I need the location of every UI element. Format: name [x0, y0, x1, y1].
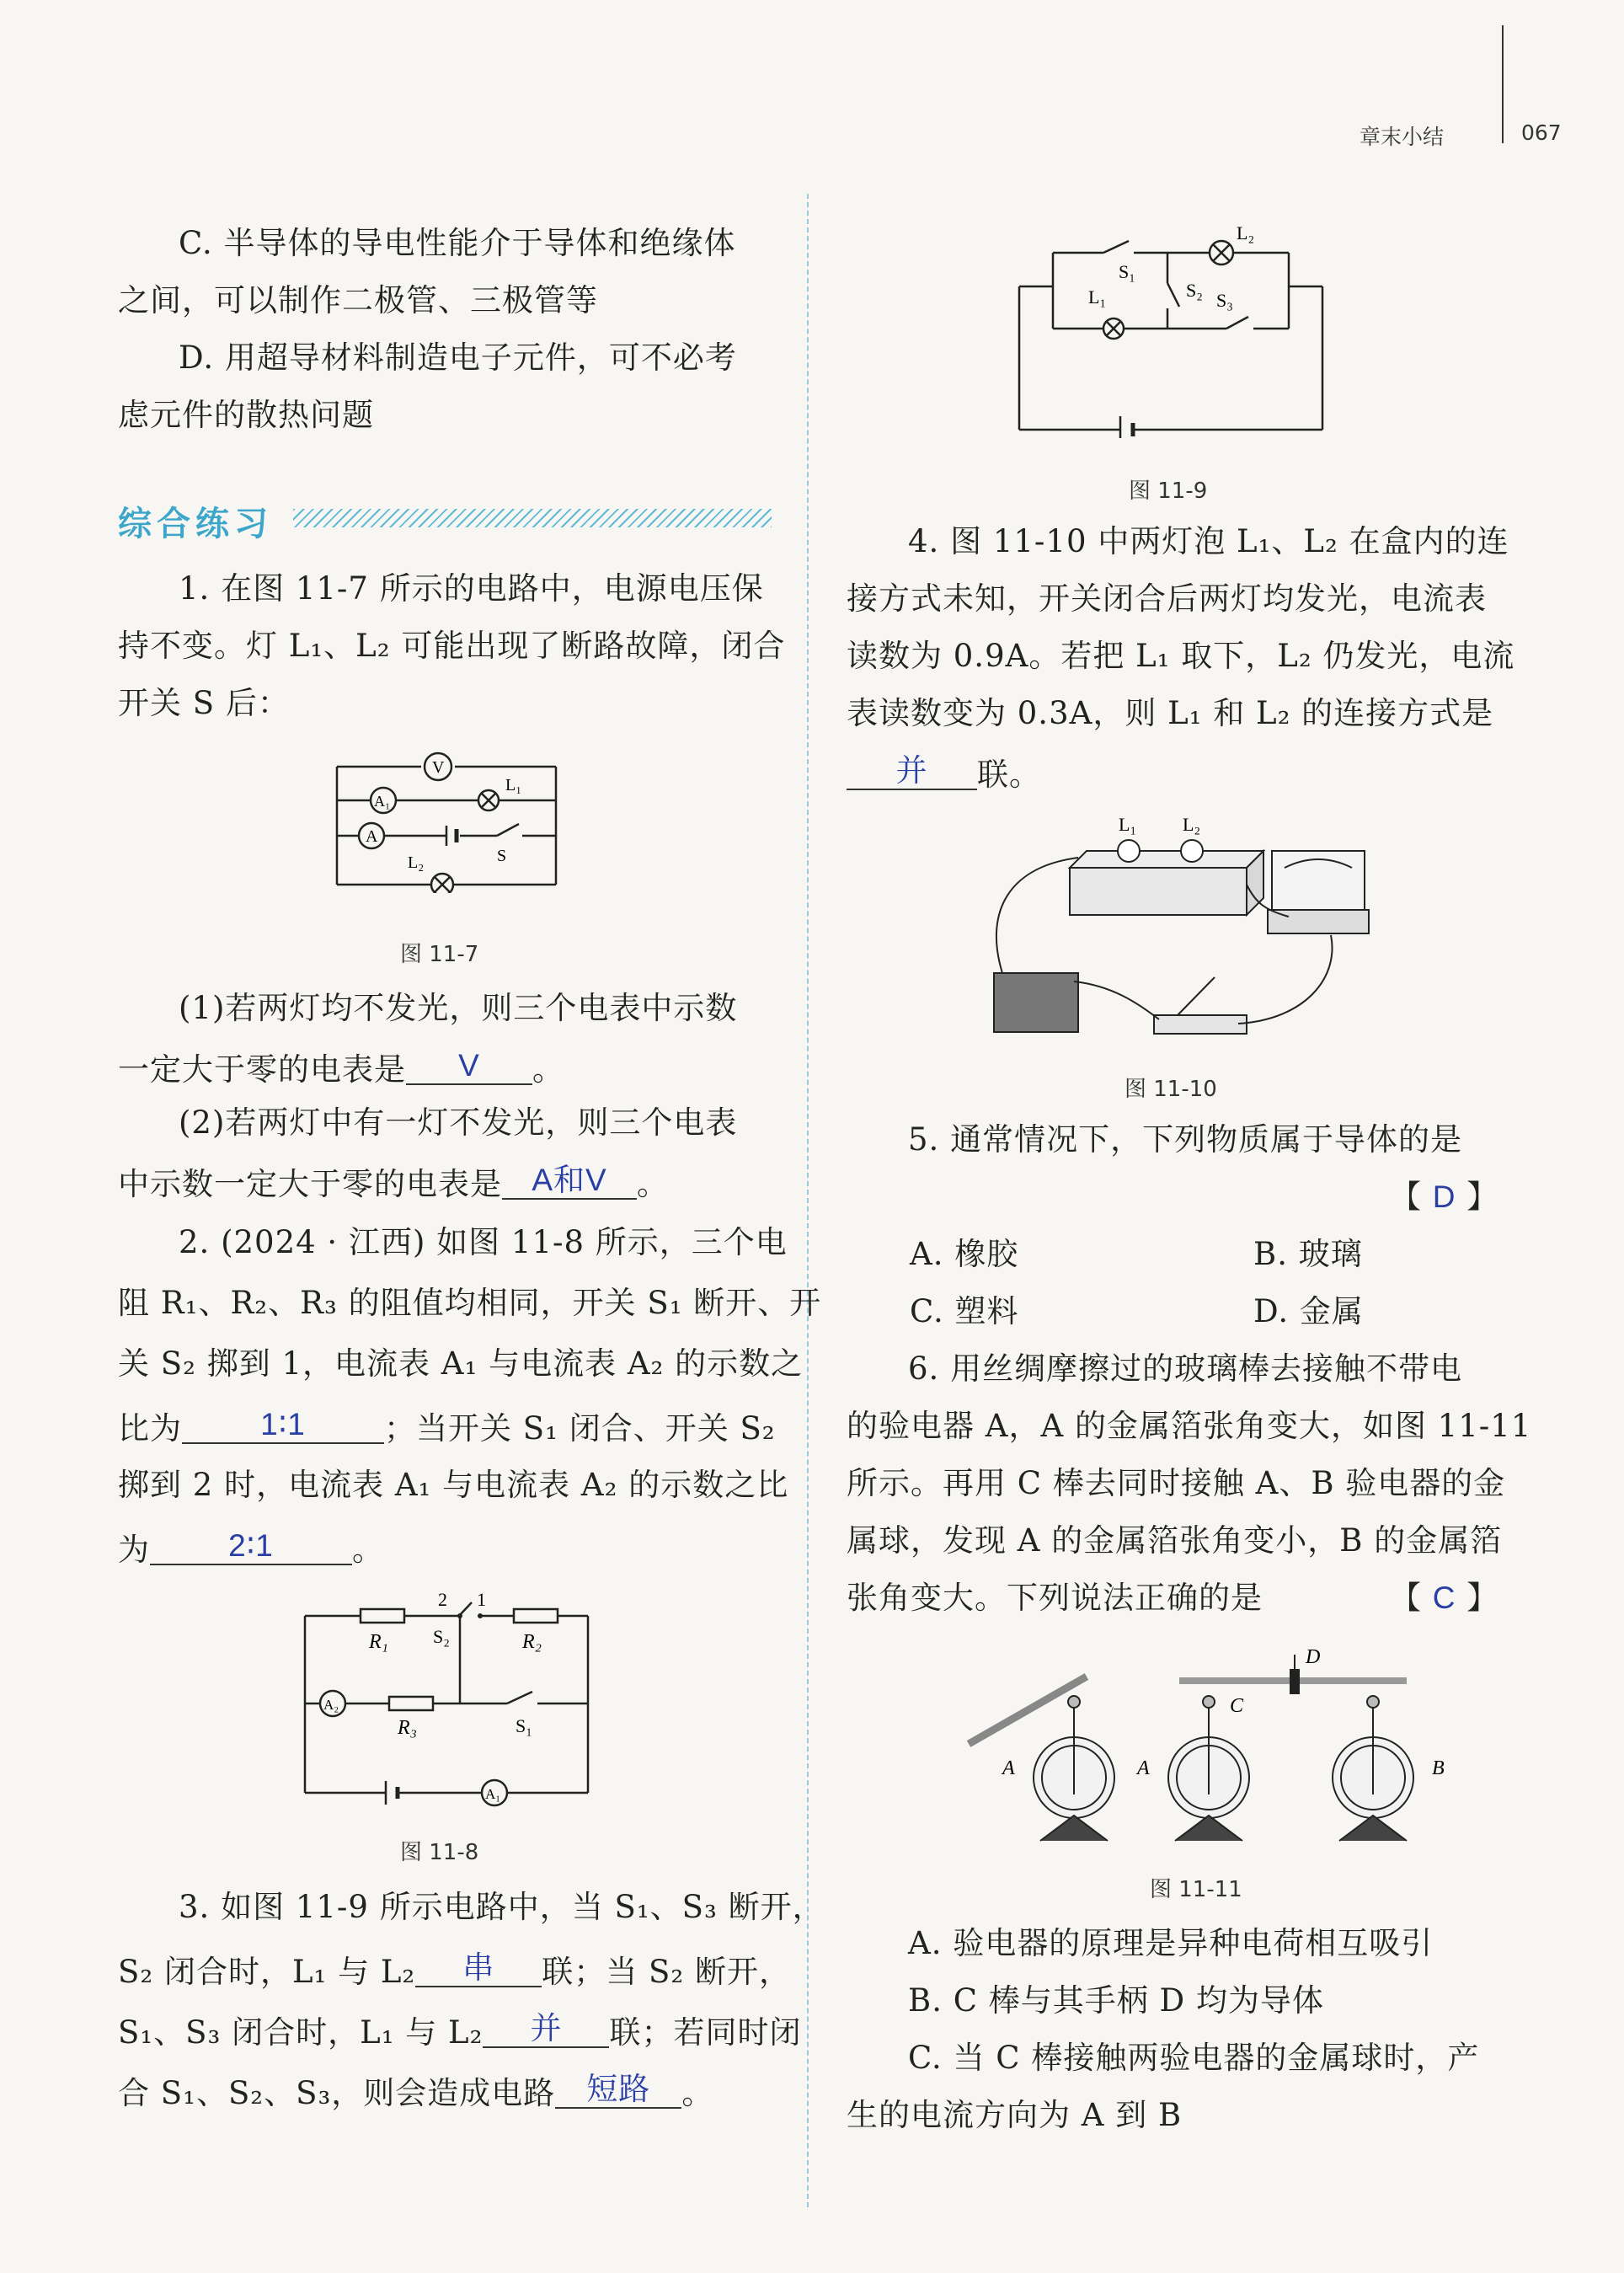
q5-option-b: B. 玻璃 — [1253, 1236, 1363, 1272]
q6-line3: 所示。再用 C 棒去同时接触 A、B 验电器的金 — [847, 1465, 1506, 1501]
fig8-s1-label: S₁ — [516, 1715, 532, 1736]
q4-line2: 接方式未知，开关闭合后两灯均发光，电流表 — [847, 580, 1487, 617]
q2-line6: 为 2∶1 。 — [118, 1528, 384, 1568]
figure-11-8 — [295, 1591, 598, 1835]
q5-question: 5. 通常情况下，下列物质属于导体的是 — [908, 1121, 1463, 1158]
fig10-l2-label: L₂ — [1183, 817, 1201, 835]
q1-line1: 1. 在图 11-7 所示的电路中，电源电压保 — [179, 570, 764, 607]
fig9-l1-label: L₁ — [1088, 286, 1107, 308]
page-number: 067 — [1521, 120, 1562, 145]
fig9-s3-label: S₃ — [1216, 290, 1233, 311]
q2-answer1: 1∶1 — [260, 1407, 306, 1441]
fig11-c-label: C — [1230, 1695, 1244, 1717]
fig9-s1-label: S₁ — [1119, 261, 1135, 282]
q1-sub1-answer: V — [458, 1048, 480, 1083]
fig11-a2-label: A — [1137, 1757, 1150, 1779]
fig7-switch-label: S — [497, 847, 507, 865]
figure-11-11 — [960, 1643, 1449, 1845]
figure-11-11-caption: 图 11-11 — [1150, 1877, 1242, 1902]
header-rule — [1502, 25, 1504, 143]
q1-line3: 开关 S 后： — [118, 685, 290, 721]
q4-answer: 并 — [895, 753, 928, 788]
q4-line5: 并 联。 — [847, 755, 1041, 790]
q1-sub2-line1: (2)若两灯中有一灯不发光，则三个电表 — [179, 1104, 738, 1141]
q5-option-d: D. 金属 — [1253, 1293, 1364, 1329]
chapter-title: 章末小结 — [1360, 125, 1445, 149]
fig7-lamp1-label: L₁ — [505, 776, 522, 794]
figure-11-9 — [1011, 219, 1331, 438]
q5-answer: D — [1432, 1179, 1456, 1214]
q4-line1: 4. 图 11-10 中两灯泡 L₁、L₂ 在盒内的连 — [908, 523, 1509, 559]
option-d-line2: 虑元件的散热问题 — [118, 397, 374, 433]
q6-line5: 张角变大。下列说法正确的是 — [847, 1580, 1263, 1616]
fig10-l1-label: L₁ — [1119, 817, 1137, 835]
section-title-hatch — [293, 509, 772, 527]
q3-answer2: 并 — [530, 2011, 563, 2046]
fig8-pos1-label: 1 — [477, 1591, 486, 1610]
fig7-ammeter1-label: A₁ — [374, 793, 391, 810]
fig9-l2-label: L₂ — [1237, 222, 1255, 243]
q5-answer-bracket: 【 D 】 — [1390, 1179, 1499, 1215]
q6-line1: 6. 用丝绸摩擦过的玻璃棒去接触不带电 — [908, 1350, 1463, 1387]
q6-answer-bracket: 【 C 】 — [1390, 1580, 1499, 1616]
q6-option-c-line1: C. 当 C 棒接触两验电器的金属球时，产 — [908, 2040, 1480, 2076]
q6-option-b: B. C 棒与其手柄 D 均为导体 — [908, 1982, 1324, 2019]
fig8-r1-label: R₁ — [369, 1631, 389, 1653]
q2-answer2: 2∶1 — [228, 1528, 274, 1563]
fig8-s2-label: S₂ — [433, 1626, 450, 1647]
q1-sub2-line2: 中示数一定大于零的电表是 A和V 。 — [118, 1163, 669, 1202]
q3-line1: 3. 如图 11-9 所示电路中，当 S₁、S₃ 断开， — [179, 1889, 825, 1925]
figure-11-8-caption: 图 11-8 — [400, 1840, 479, 1865]
fig8-a2-label: A₂ — [323, 1697, 339, 1713]
fig7-ammeter-label: A — [366, 827, 378, 846]
figure-11-10-caption: 图 11-10 — [1125, 1077, 1217, 1102]
fig7-lamp2-label: L₂ — [408, 853, 425, 872]
q3-answer3: 短路 — [586, 2072, 651, 2106]
q5-option-a: A. 橡胶 — [910, 1236, 1019, 1272]
section-title: 综合练习 — [118, 505, 273, 543]
figure-11-7 — [320, 741, 573, 893]
q2-line5: 掷到 2 时，电流表 A₁ 与电流表 A₂ 的示数之比 — [118, 1467, 789, 1503]
q1-line2: 持不变。灯 L₁、L₂ 可能出现了断路故障，闭合 — [118, 628, 786, 664]
q3-line4: 合 S₁、S₂、S₃，则会造成电路 短路 。 — [118, 2072, 714, 2111]
fig11-d-label: D — [1306, 1646, 1321, 1668]
figure-11-10 — [969, 817, 1381, 1053]
fig8-pos2-label: 2 — [438, 1591, 447, 1610]
q6-option-a: A. 验电器的原理是异种电荷相互吸引 — [908, 1925, 1434, 1961]
fig8-a1-label: A₁ — [485, 1786, 501, 1802]
figure-11-9-caption: 图 11-9 — [1129, 479, 1208, 504]
option-c-line2: 之间，可以制作二极管、三极管等 — [118, 282, 598, 318]
q2-line4: 比为 1∶1 ；当开关 S₁ 闭合、开关 S₂ — [118, 1407, 776, 1447]
q6-line2: 的验电器 A，A 的金属箔张角变大，如图 11-11 — [847, 1408, 1532, 1444]
q5-option-c: C. 塑料 — [910, 1293, 1019, 1329]
q3-answer1: 串 — [462, 1950, 495, 1985]
q6-answer: C — [1432, 1580, 1456, 1615]
fig11-a1-label: A — [1002, 1757, 1015, 1779]
q6-option-c-line2: 生的电流方向为 A 到 B — [847, 2097, 1183, 2133]
q2-line3: 关 S₂ 掷到 1，电流表 A₁ 与电流表 A₂ 的示数之 — [118, 1345, 804, 1382]
fig11-b-label: B — [1432, 1757, 1445, 1779]
fig9-s2-label: S₂ — [1186, 280, 1203, 301]
fig8-r2-label: R₂ — [522, 1631, 542, 1653]
fig7-voltmeter-label: V — [432, 758, 445, 777]
q4-line3: 读数为 0.9A。若把 L₁ 取下，L₂ 仍发光，电流 — [847, 638, 1515, 674]
q1-sub1-line1: (1)若两灯均不发光，则三个电表中示数 — [179, 990, 738, 1026]
figure-11-7-caption: 图 11-7 — [400, 942, 479, 967]
fig8-r3-label: R₃ — [398, 1717, 418, 1739]
q2-line2: 阻 R₁、R₂、R₃ 的阻值均相同，开关 S₁ 断开、开 — [118, 1285, 822, 1321]
option-c-line1: C. 半导体的导电性能介于导体和绝缘体 — [179, 225, 736, 261]
q4-line4: 表读数变为 0.3A，则 L₁ 和 L₂ 的连接方式是 — [847, 695, 1494, 731]
q3-line2: S₂ 闭合时，L₁ 与 L₂ 串 联；当 S₂ 断开， — [118, 1950, 791, 1990]
q1-sub2-answer: A和V — [532, 1163, 607, 1197]
q6-line4: 属球，发现 A 的金属箔张角变小，B 的金属箔 — [847, 1522, 1503, 1559]
q3-line3: S₁、S₃ 闭合时，L₁ 与 L₂ 并 联；若同时闭 — [118, 2011, 802, 2051]
q2-line1: 2. (2024 · 江西) 如图 11-8 所示，三个电 — [179, 1224, 788, 1260]
q1-sub1-line2: 一定大于零的电表是 V 。 — [118, 1048, 564, 1088]
option-d-line1: D. 用超导材料制造电子元件，可不必考 — [179, 340, 737, 376]
